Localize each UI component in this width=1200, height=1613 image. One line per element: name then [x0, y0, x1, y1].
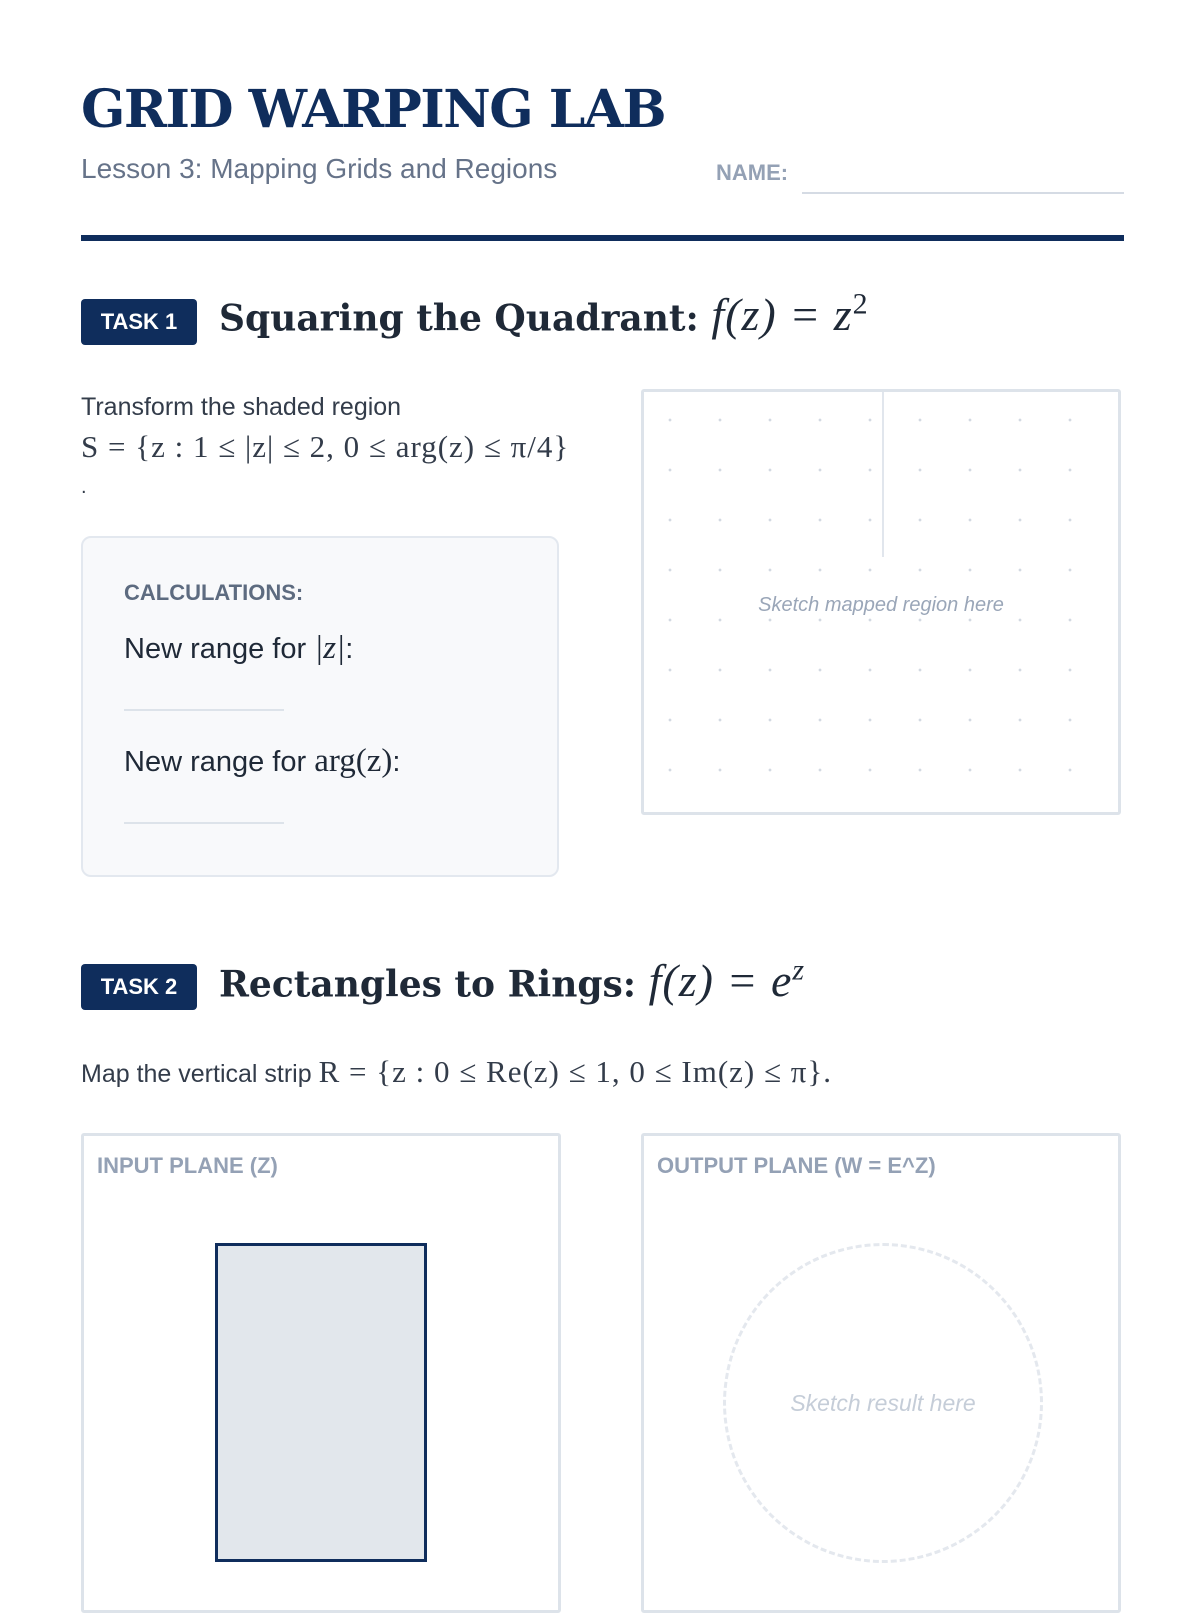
- calc-q2-colon: :: [392, 746, 401, 778]
- name-field[interactable]: [802, 192, 1124, 194]
- task2-heading: [219, 954, 805, 1007]
- output-sketch-circle[interactable]: [723, 1243, 1043, 1563]
- calc-question-argument: [124, 743, 400, 780]
- answer-line-modulus[interactable]: [124, 709, 284, 711]
- task1-region-set: S = {z : 1 ≤ |z| ≤ 2, 0 ≤ arg(z) ≤ π/4}: [81, 429, 570, 464]
- task1-badge: TASK 1: [81, 299, 197, 345]
- task2-function-power: z: [792, 954, 806, 987]
- calc-q1-math: [314, 630, 345, 666]
- input-plane-label: INPUT PLANE (Z): [97, 1153, 278, 1178]
- task1-function: [711, 289, 868, 340]
- task2-region-set: R = {z : 0 ≤ Re(z) ≤ 1, 0 ≤ Im(z) ≤ π}.: [318, 1054, 833, 1089]
- calc-q1-math-expr: |z|: [314, 630, 346, 666]
- sketch-vertical-axis: [882, 392, 884, 557]
- calculations-title: CALCULATIONS:: [124, 580, 304, 605]
- output-sketch-hint: Sketch result here: [790, 1389, 976, 1416]
- task2-heading-text: Rectangles to Rings:: [219, 963, 637, 1006]
- task1-heading-text: Squaring the Quadrant:: [219, 297, 699, 340]
- task1-function-base: f(z) = z: [711, 289, 853, 341]
- task1-heading: [219, 288, 869, 341]
- calculations-box: [81, 536, 559, 877]
- output-plane[interactable]: [641, 1133, 1121, 1613]
- calc-q2-text: New range for: [124, 746, 307, 778]
- output-plane-label: OUTPUT PLANE (W = E^Z): [657, 1153, 936, 1178]
- input-plane: [81, 1133, 561, 1613]
- task2-badge: TASK 2: [81, 964, 197, 1010]
- page-title: GRID WARPING LAB: [81, 79, 666, 140]
- task2-function-base: f(z) = e: [648, 955, 793, 1007]
- task1-trailing-period: .: [81, 476, 87, 498]
- calc-q2-math: arg(z): [314, 743, 393, 779]
- task2-instruction: [81, 1054, 832, 1090]
- input-strip-region: [215, 1243, 427, 1562]
- name-label: NAME:: [716, 160, 789, 185]
- answer-line-argument[interactable]: [124, 822, 284, 824]
- task2-instruction-text: Map the vertical strip: [81, 1060, 312, 1088]
- task1-sketch-area[interactable]: [641, 389, 1121, 815]
- page-subtitle: Lesson 3: Mapping Grids and Regions: [81, 153, 558, 184]
- task1-function-power: 2: [852, 288, 869, 321]
- calc-q1-text: New range for: [124, 633, 307, 665]
- task2-function: [649, 955, 805, 1006]
- calc-q1-colon: :: [345, 633, 354, 665]
- task1-sketch-hint: Sketch mapped region here: [758, 594, 1004, 616]
- task1-instruction: Transform the shaded region: [81, 393, 402, 421]
- header-divider: [81, 235, 1124, 241]
- calc-question-modulus: [124, 630, 353, 667]
